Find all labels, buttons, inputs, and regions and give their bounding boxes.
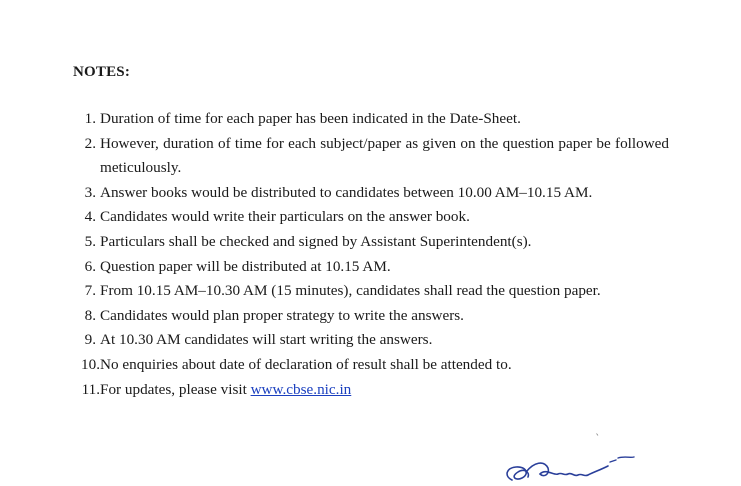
notes-heading: NOTES:: [73, 64, 131, 80]
cbse-website-link[interactable]: www.cbse.nic.in: [250, 380, 352, 398]
signature-icon: [500, 450, 640, 486]
note-number: 11.: [81, 380, 100, 398]
note-text: Candidates would write their particulars on the answer book.: [100, 208, 470, 226]
note-text: From 10.15 AM–10.30 AM (15 minutes), candidates shall read the question paper.: [100, 282, 601, 300]
note-text: Answer books would be distributed to candidates between 10.00 AM–10.15 AM.: [100, 183, 593, 201]
note-text: At 10.30 AM candidates will start writing the answers.: [100, 331, 433, 349]
note-item: [0, 328, 741, 353]
notes-list: [0, 107, 741, 402]
note-item: [0, 279, 741, 304]
note-text: Candidates would plan proper strategy to write the answers.: [100, 306, 464, 324]
note-text: Particulars shall be checked and signed by Assistant Superintendent(s).: [100, 232, 532, 250]
note-item: [0, 181, 741, 206]
note-number: 6.: [84, 257, 96, 275]
note-number: 8.: [84, 306, 96, 324]
note-text: Question paper will be distributed at 10.15 AM.: [100, 257, 391, 275]
note-item: [0, 230, 741, 255]
note-item: [0, 353, 741, 378]
ink-mark: [596, 433, 599, 436]
note-item: [0, 378, 741, 403]
note-item: [0, 304, 741, 329]
note-text: No enquiries about date of declaration of result shall be attended to.: [100, 355, 512, 373]
note-number: 1.: [84, 110, 96, 127]
note-text: Duration of time for each paper has been indicated in the Date-Sheet.: [100, 110, 521, 127]
note-number: 4.: [84, 208, 96, 226]
note-number: 5.: [84, 232, 96, 250]
note-text: For updates, please visit: [100, 380, 251, 398]
note-number: 10.: [81, 355, 100, 373]
note-number: 2.: [84, 134, 96, 152]
note-number: 3.: [84, 183, 96, 201]
note-item: [0, 107, 741, 132]
note-item: [0, 205, 741, 230]
note-number: 9.: [84, 331, 96, 349]
note-item: [0, 255, 741, 280]
note-number: 7.: [84, 282, 96, 300]
note-text: However, duration of time for each subject/paper as given on the question paper be followed meticulously.: [100, 134, 669, 177]
note-item: [0, 132, 741, 181]
